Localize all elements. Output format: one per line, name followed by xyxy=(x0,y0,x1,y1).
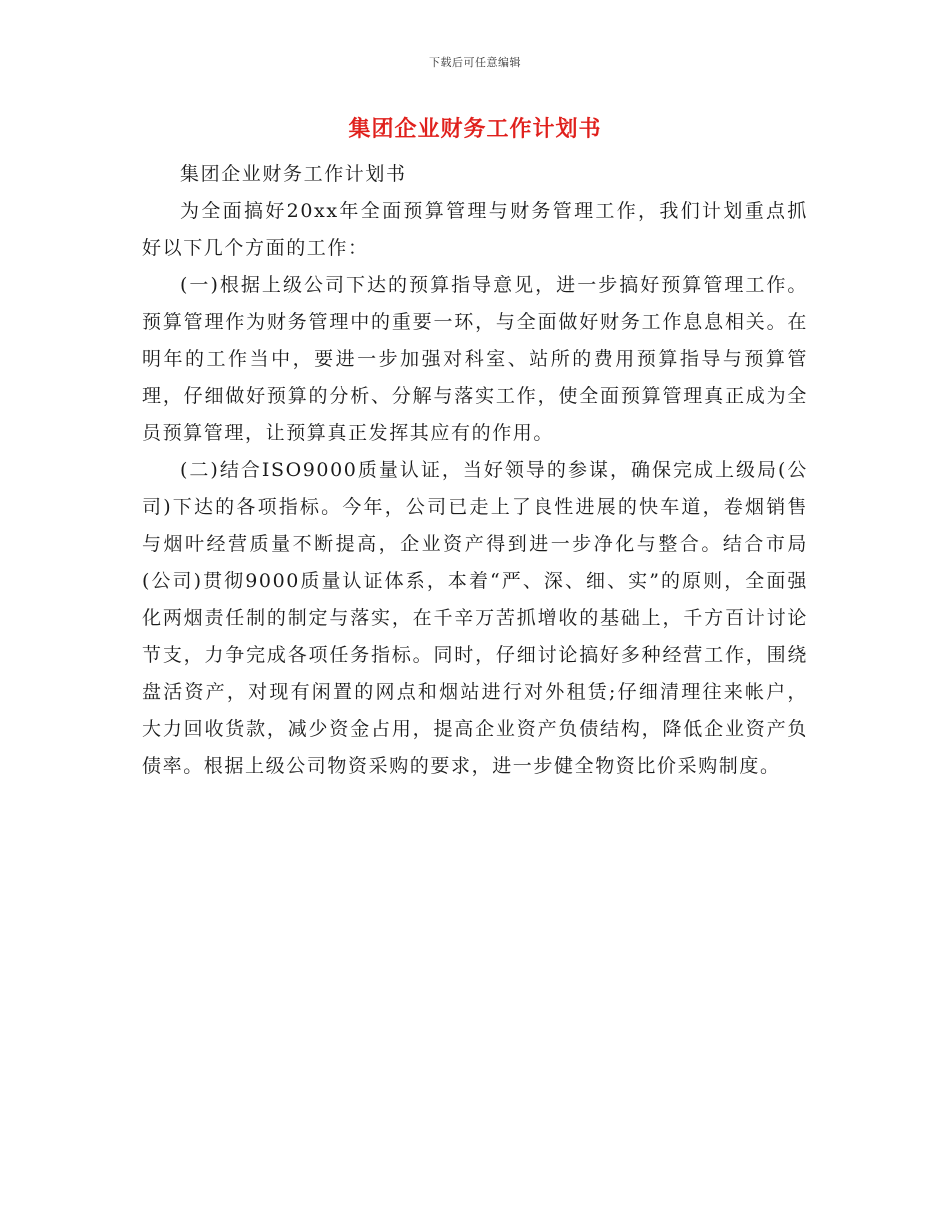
paragraph-quality-certification: (二)结合ISO9000质量认证，当好领导的参谋，确保完成上级局(公司)下达的各项指标。今年，公司已走上了良性进展的快车道，卷烟销售与烟叶经营质量不断提高，企业资产得到进一步净化与整合。结合市局(公司)贯彻9000质量认证体系，本着“严、深、细、实”的原则，全面强化两烟责任制的制定与落实，在千辛万苦抓增收的基础上，千方百计讨论节支，力争完成各项任务指标。同时，仔细讨论搞好多种经营工作，围绕盘活资产，对现有闲置的网点和烟站进行对外租赁;仔细清理往来帐户，大力回收货款，减少资金占用，提高企业资产负债结构，降低企业资产负债率。根据上级公司物资采购的要求，进一步健全物资比价采购制度。 xyxy=(142,459,808,777)
header-note: 下载后可任意编辑 xyxy=(429,56,521,69)
paragraph-subtitle: 集团企业财务工作计划书 xyxy=(180,163,407,185)
paragraph-budget-management: (一)根据上级公司下达的预算指导意见，进一步搞好预算管理工作。预算管理作为财务管理中的重要一环，与全面做好财务工作息息相关。在明年的工作当中，要进一步加强对科室、站所的费用预算指导与预算管理，仔细做好预算的分析、分解与落实工作，使全面预算管理真正成为全员预算管理，让预算真正发挥其应有的作用。 xyxy=(142,274,808,444)
paragraph-intro: 为全面搞好20xx年全面预算管理与财务管理工作，我们计划重点抓好以下几个方面的工作： xyxy=(142,200,808,259)
document-title: 集团企业财务工作计划书 xyxy=(348,116,602,142)
document-body xyxy=(142,156,808,785)
